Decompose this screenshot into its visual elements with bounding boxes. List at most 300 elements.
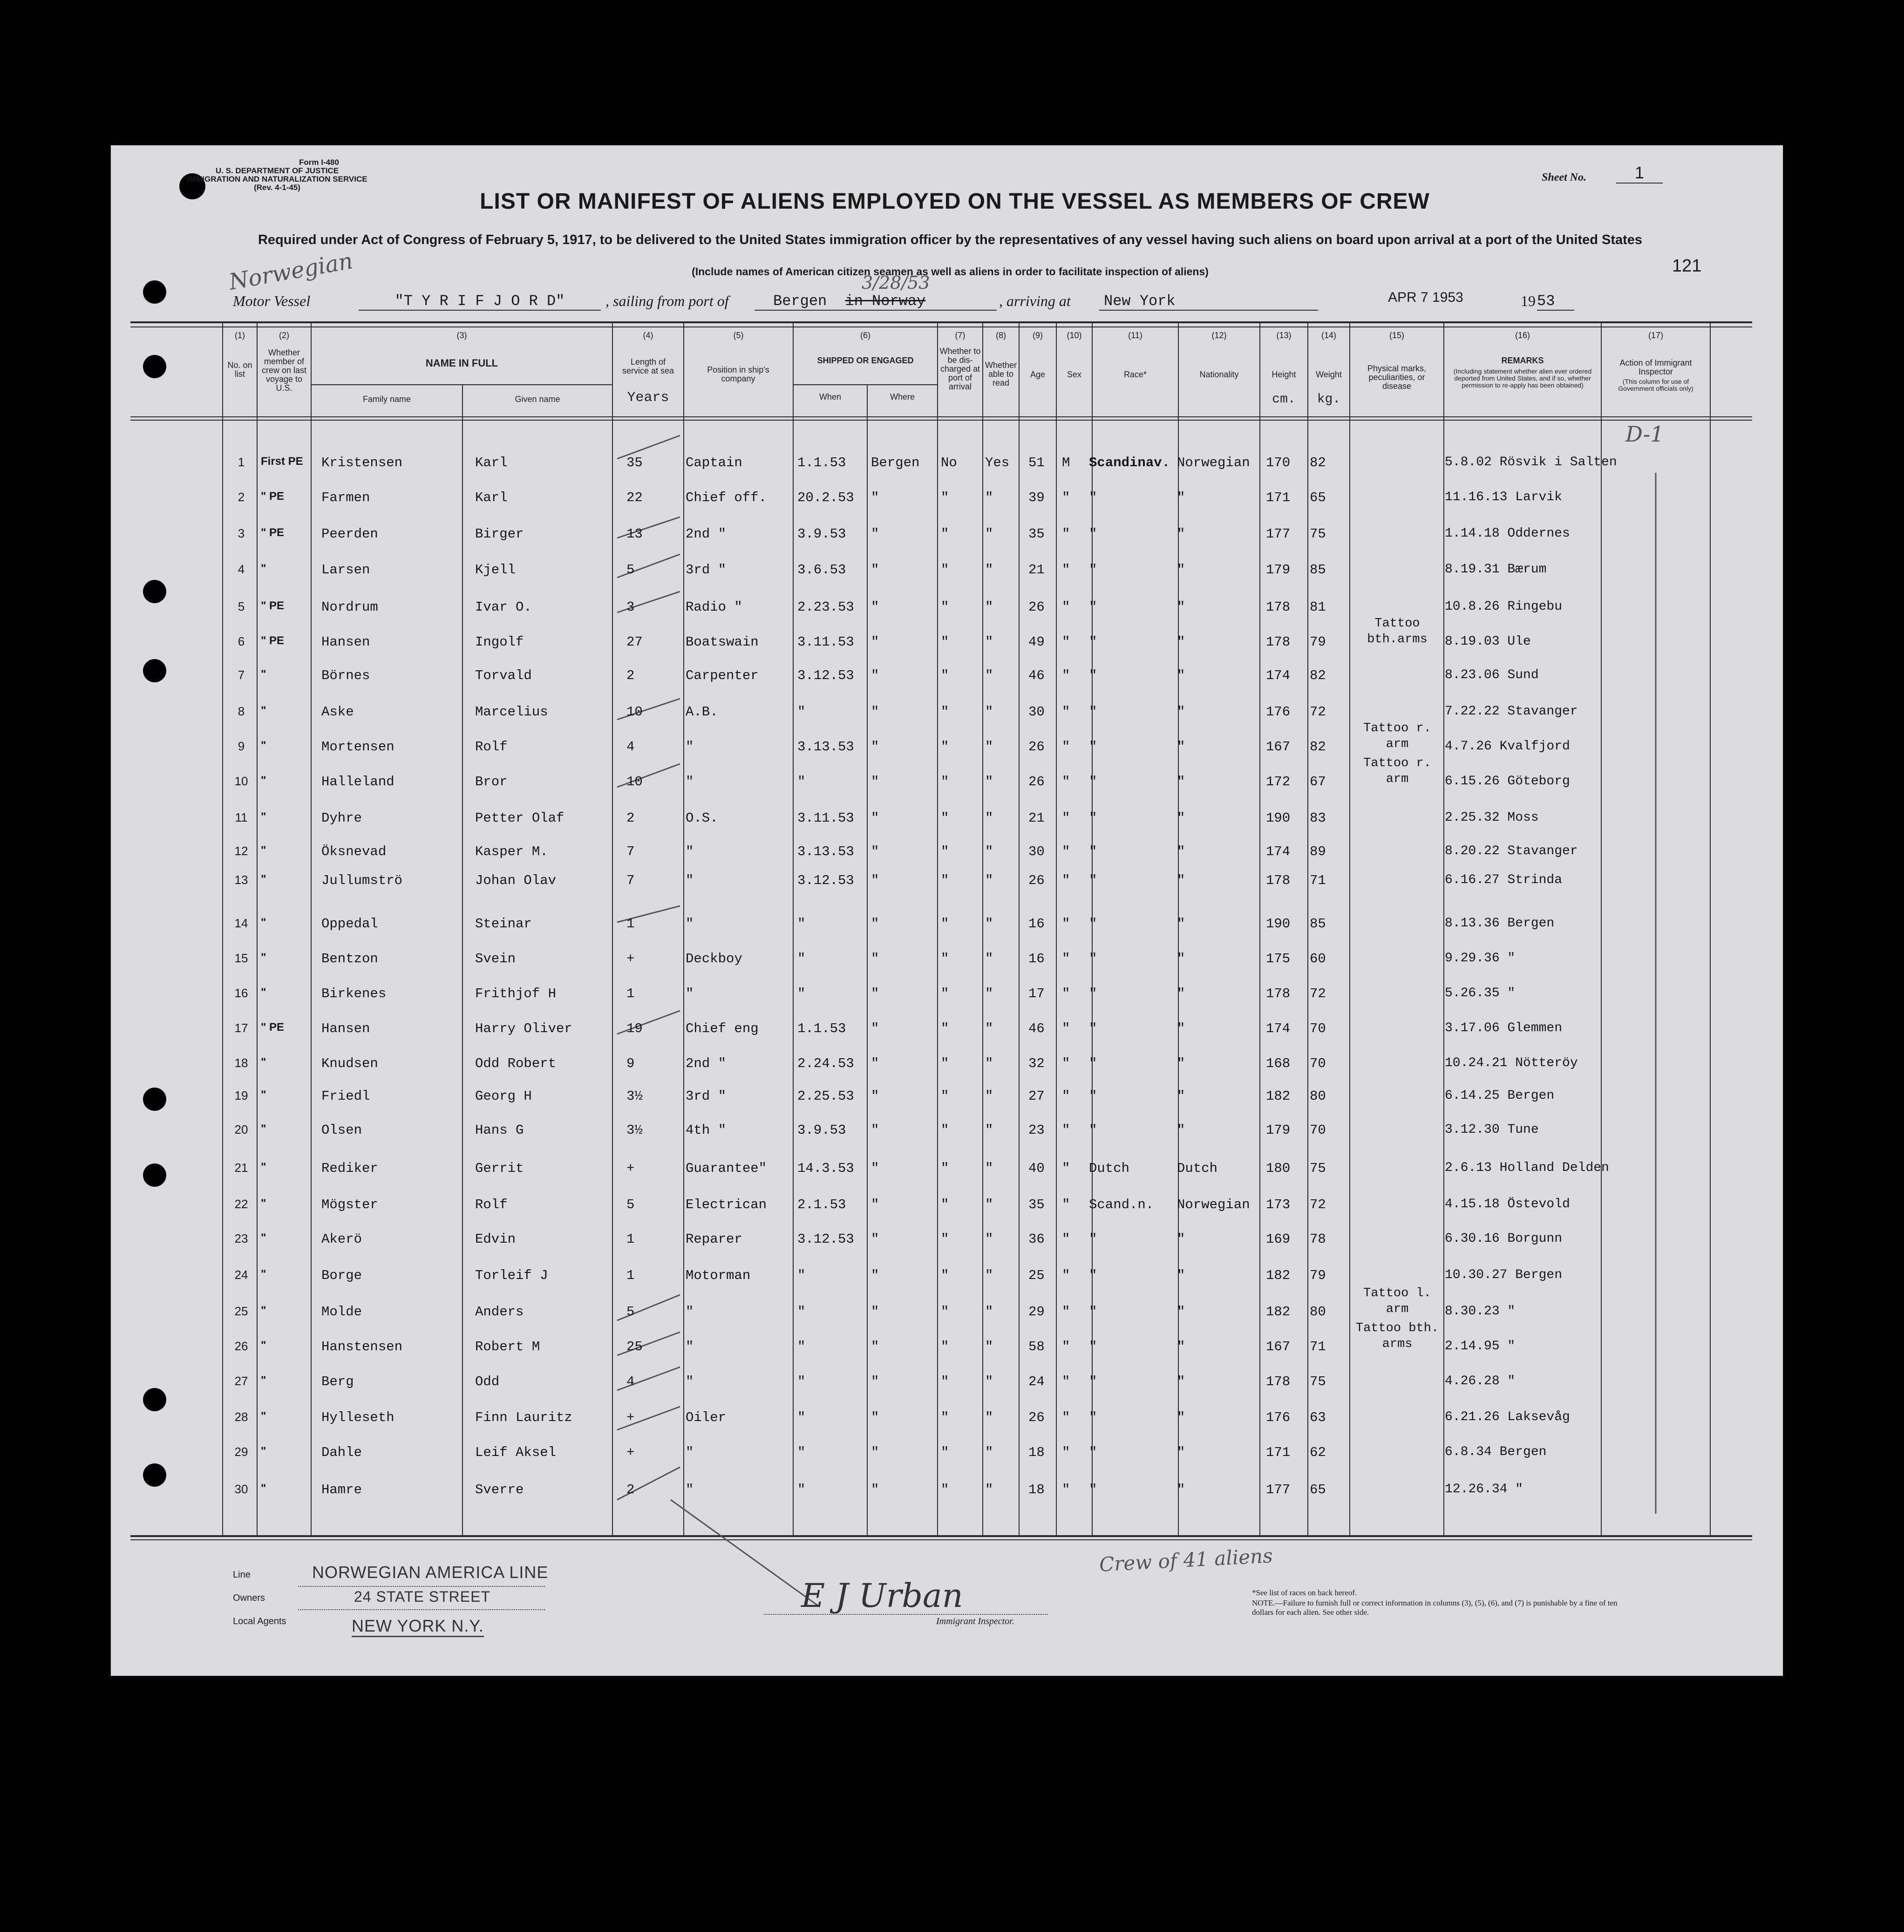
row-number: 26: [234, 1339, 248, 1353]
remarks-cell: 10.8.26 Ringebu: [1445, 599, 1563, 614]
row-number: 19: [234, 1088, 248, 1102]
column-number: (14): [1321, 331, 1336, 340]
remarks-cell: 4.26.28 ": [1445, 1374, 1516, 1388]
physical-marks-cell: Tattoo l. arm: [1363, 1286, 1431, 1316]
age-cell: 46: [1028, 1021, 1045, 1036]
sheet-label: Sheet No.: [1542, 171, 1586, 184]
height-cell: 167: [1266, 1339, 1291, 1354]
weight-cell: 65: [1310, 490, 1326, 505]
family-name-cell: Peerden: [321, 526, 378, 542]
nationality-cell: ": [1177, 1268, 1185, 1283]
discharge-cell: ": [941, 1339, 949, 1354]
given-name-cell: Rolf: [475, 1197, 508, 1212]
remarks-cell: 2.14.95 ": [1445, 1339, 1516, 1354]
height-cell: 168: [1266, 1056, 1291, 1071]
age-cell: 27: [1028, 1088, 1045, 1104]
shipped-when-cell: 3.12.53: [797, 873, 854, 888]
service-years-cell: +: [626, 1161, 635, 1176]
sex-cell: ": [1062, 1339, 1070, 1354]
shipped-where-cell: ": [871, 1161, 879, 1176]
discharge-cell: ": [941, 1021, 949, 1036]
shipped-where-cell: ": [871, 668, 879, 683]
first-voyage-cell: ": [261, 1231, 266, 1244]
header-height-unit: cm.: [1272, 392, 1296, 407]
weight-cell: 75: [1310, 526, 1326, 542]
page-subtitle: Required under Act of Congress of February 5, 1917, to be delivered to the United States immigration officer by the representatives of any vessel having such aliens on board upon arrival at a port of the United States: [258, 232, 1643, 247]
position-cell: Captain: [686, 455, 742, 470]
sex-cell: ": [1062, 1122, 1070, 1138]
race-cell: ": [1089, 1339, 1097, 1354]
height-cell: 167: [1266, 739, 1291, 755]
family-name-cell: Molde: [321, 1304, 362, 1320]
service-years-cell: 25: [626, 1339, 643, 1354]
header-able-to-read: Whether able to read: [985, 361, 1017, 388]
line-value: NORWEGIAN AMERICA LINE: [312, 1563, 549, 1582]
height-cell: 182: [1266, 1304, 1291, 1320]
weight-cell: 80: [1310, 1304, 1326, 1320]
weight-cell: 79: [1310, 634, 1326, 650]
given-name-cell: Kjell: [475, 562, 516, 578]
nationality-cell: ": [1177, 634, 1185, 650]
nationality-cell: Dutch: [1177, 1161, 1218, 1176]
first-voyage-cell: ": [261, 1122, 266, 1135]
weight-cell: 82: [1310, 455, 1326, 470]
position-cell: ": [686, 916, 694, 932]
given-name-cell: Odd: [475, 1374, 500, 1389]
first-voyage-cell: ": [261, 1374, 266, 1387]
footer-underlines: [298, 1586, 545, 1587]
shipped-when-cell: 2.25.53: [797, 1088, 854, 1104]
given-name-cell: Leif Aksel: [475, 1445, 557, 1460]
weight-cell: 89: [1310, 844, 1326, 859]
sex-cell: ": [1062, 1410, 1070, 1425]
age-cell: 30: [1028, 844, 1045, 859]
remarks-cell: 6.15.26 Göteborg: [1445, 774, 1570, 789]
row-number: 22: [234, 1197, 248, 1211]
shipped-where-cell: ": [871, 1056, 879, 1071]
family-name-cell: Farmen: [321, 490, 370, 505]
header-last-voyage: Whether member of crew on last voyage to U.S.: [261, 348, 307, 393]
sex-cell: ": [1062, 1197, 1070, 1212]
first-voyage-cell: ": [261, 844, 266, 857]
first-voyage-cell: ": [261, 1197, 266, 1210]
height-cell: 177: [1266, 1482, 1291, 1497]
age-cell: 46: [1028, 668, 1045, 683]
given-name-cell: Harry Oliver: [475, 1021, 572, 1036]
shipped-where-cell: ": [871, 599, 879, 615]
height-cell: 170: [1266, 455, 1291, 470]
weight-cell: 70: [1310, 1056, 1326, 1071]
position-cell: Reparer: [686, 1231, 742, 1247]
shipped-where-cell: ": [871, 873, 879, 888]
position-cell: 2nd ": [686, 1056, 727, 1071]
first-voyage-cell: ": [261, 916, 266, 929]
age-cell: 26: [1028, 739, 1045, 755]
sex-cell: ": [1062, 668, 1070, 683]
weight-cell: 72: [1310, 1197, 1326, 1212]
family-name-cell: Berg: [321, 1374, 354, 1389]
race-cell: ": [1089, 873, 1097, 888]
family-name-cell: Kristensen: [321, 455, 403, 470]
nationality-cell: Norwegian: [1177, 455, 1250, 470]
given-name-cell: Torleif J: [475, 1268, 548, 1283]
weight-cell: 81: [1310, 599, 1326, 615]
sex-cell: ": [1062, 634, 1070, 650]
row-number: 16: [234, 986, 248, 1000]
height-cell: 174: [1266, 1021, 1291, 1036]
penalty-note: NOTE.—Failure to furnish full or correct information in columns (3), (5), (6), and (7) is punishable by a fine of ten dollars for each alien. See other side.: [1252, 1599, 1618, 1617]
read-cell: ": [985, 704, 993, 720]
weight-cell: 71: [1310, 873, 1326, 888]
given-name-cell: Ivar O.: [475, 599, 532, 615]
race-cell: ": [1089, 1445, 1097, 1460]
page-number: 121: [1672, 256, 1702, 276]
inspector-label: Immigrant Inspector.: [936, 1616, 1014, 1626]
service-years-cell: 27: [626, 634, 643, 650]
position-cell: ": [686, 1374, 694, 1389]
discharge-cell: ": [941, 599, 949, 615]
nationality-cell: ": [1177, 562, 1185, 578]
given-name-cell: Odd Robert: [475, 1056, 557, 1071]
motor-vessel-label: Motor Vessel: [233, 293, 311, 309]
height-cell: 179: [1266, 562, 1291, 578]
nationality-cell: ": [1177, 1445, 1185, 1460]
sex-cell: ": [1062, 873, 1070, 888]
remarks-cell: 8.30.23 ": [1445, 1304, 1516, 1319]
remarks-cell: 6.8.34 Bergen: [1445, 1445, 1547, 1459]
shipped-when-cell: ": [797, 1374, 806, 1389]
agents-label: Local Agents: [233, 1616, 286, 1626]
shipped-when-cell: ": [797, 1268, 806, 1283]
shipped-when-cell: 3.12.53: [797, 1231, 854, 1247]
age-cell: 29: [1028, 1304, 1045, 1320]
sex-cell: ": [1062, 562, 1070, 578]
nationality-cell: ": [1177, 1056, 1185, 1071]
shipped-when-cell: ": [797, 1482, 806, 1497]
age-cell: 25: [1028, 1268, 1045, 1283]
height-cell: 173: [1266, 1197, 1291, 1212]
first-voyage-cell: ": [261, 1410, 266, 1422]
weight-cell: 71: [1310, 1339, 1326, 1354]
service-years-cell: 4: [626, 739, 635, 755]
form-dept: U. S. DEPARTMENT OF JUSTICE: [215, 166, 339, 175]
header-family-name: Family name: [362, 395, 411, 404]
discharge-cell: ": [941, 704, 949, 720]
read-cell: ": [985, 1231, 993, 1247]
age-cell: 16: [1028, 951, 1045, 966]
discharge-cell: ": [941, 916, 949, 932]
age-cell: 23: [1028, 1122, 1045, 1138]
row-number: 30: [234, 1482, 248, 1496]
service-years-cell: 2: [626, 810, 635, 826]
column-number: (9): [1033, 331, 1043, 340]
discharge-cell: ": [941, 1374, 949, 1389]
header-no-on-list: No. on list: [227, 361, 252, 379]
row-number: 15: [234, 951, 248, 965]
port-to: New York: [1099, 293, 1318, 311]
nationality-cell: ": [1177, 526, 1185, 542]
first-voyage-cell: ": [261, 986, 266, 999]
sex-cell: ": [1062, 844, 1070, 859]
race-cell: ": [1089, 634, 1097, 650]
shipped-where-cell: ": [871, 1021, 879, 1036]
position-cell: O.S.: [686, 810, 718, 826]
age-cell: 40: [1028, 1161, 1045, 1176]
physical-marks-cell: Tattoo bth. arms: [1355, 1321, 1439, 1351]
shipped-when-cell: ": [797, 1339, 806, 1354]
header-years: Years: [627, 390, 669, 406]
first-voyage-cell: ": [261, 1445, 266, 1457]
age-cell: 26: [1028, 599, 1045, 615]
weight-cell: 85: [1310, 916, 1326, 932]
given-name-cell: Ingolf: [475, 634, 524, 650]
shipped-where-cell: ": [871, 704, 879, 720]
position-cell: ": [686, 1304, 694, 1320]
shipped-where-cell: ": [871, 1268, 879, 1283]
header-race: Race*: [1123, 370, 1147, 379]
remarks-cell: 6.14.25 Bergen: [1445, 1088, 1555, 1103]
family-name-cell: Jullumströ: [321, 873, 403, 888]
family-name-cell: Nordrum: [321, 599, 378, 615]
height-cell: 176: [1266, 1410, 1291, 1425]
row-number: 13: [234, 873, 248, 887]
discharge-cell: ": [941, 1088, 949, 1104]
physical-marks-cell: Tattoo bth.arms: [1367, 617, 1428, 646]
service-years-cell: 1: [626, 1268, 635, 1283]
service-years-cell: 7: [626, 873, 635, 888]
read-cell: ": [985, 1197, 993, 1212]
header-inspector-note: (This column for use of Government officials only): [1618, 378, 1693, 392]
family-name-cell: Borge: [321, 1268, 362, 1283]
given-name-cell: Rolf: [475, 739, 508, 755]
first-voyage-cell: " PE: [261, 1021, 285, 1034]
service-years-cell: 1: [626, 916, 635, 932]
family-name-cell: Knudsen: [321, 1056, 378, 1071]
weight-cell: 80: [1310, 1088, 1326, 1104]
row-number: 28: [234, 1410, 248, 1424]
discharge-cell: ": [941, 526, 949, 542]
form-number: Form I-480: [299, 158, 339, 167]
age-cell: 26: [1028, 774, 1045, 789]
row-number: 2: [238, 490, 245, 504]
height-cell: 178: [1266, 1374, 1291, 1389]
service-years-cell: +: [626, 951, 635, 966]
read-cell: ": [985, 1445, 993, 1460]
shipped-when-cell: 2.1.53: [797, 1197, 846, 1212]
nationality-cell: ": [1177, 704, 1185, 720]
service-years-cell: 1: [626, 1231, 635, 1247]
arriving-label: , arriving at: [999, 293, 1071, 309]
shipped-where-cell: ": [871, 986, 879, 1001]
read-cell: ": [985, 810, 993, 826]
shipped-when-cell: ": [797, 1304, 806, 1320]
discharge-cell: ": [941, 1445, 949, 1460]
age-cell: 51: [1028, 455, 1045, 470]
weight-cell: 82: [1310, 668, 1326, 683]
height-cell: 175: [1266, 951, 1291, 966]
race-cell: Dutch: [1089, 1161, 1130, 1176]
position-cell: Chief off.: [686, 490, 767, 505]
given-name-cell: Johan Olav: [475, 873, 557, 888]
read-cell: ": [985, 1021, 993, 1036]
discharge-cell: ": [941, 1304, 949, 1320]
shipped-where-cell: ": [871, 739, 879, 755]
first-voyage-cell: " PE: [261, 634, 285, 647]
row-number: 23: [234, 1231, 248, 1245]
family-name-cell: Rediker: [321, 1161, 378, 1176]
weight-cell: 85: [1310, 562, 1326, 578]
shipped-where-cell: ": [871, 526, 879, 542]
remarks-cell: 2.6.13 Holland Delden: [1445, 1161, 1609, 1175]
age-cell: 32: [1028, 1056, 1045, 1071]
read-cell: ": [985, 599, 993, 615]
service-years-cell: 10: [626, 704, 643, 720]
race-cell: ": [1089, 951, 1097, 966]
nationality-cell: ": [1177, 1410, 1185, 1425]
shipped-when-cell: ": [797, 1410, 806, 1425]
shipped-where-cell: ": [871, 1374, 879, 1389]
sex-cell: ": [1062, 739, 1070, 755]
height-cell: 182: [1266, 1088, 1291, 1104]
read-cell: ": [985, 490, 993, 505]
family-name-cell: Birkenes: [321, 986, 387, 1001]
race-cell: Scandinav.: [1089, 455, 1170, 470]
shipped-when-cell: ": [797, 774, 806, 789]
position-cell: ": [686, 844, 694, 859]
sex-cell: M: [1062, 455, 1070, 470]
sex-cell: ": [1062, 1231, 1070, 1247]
first-voyage-cell: ": [261, 739, 266, 752]
service-years-cell: 2: [626, 668, 635, 683]
read-cell: ": [985, 526, 993, 542]
shipped-when-cell: ": [797, 1445, 806, 1460]
shipped-when-cell: ": [797, 704, 806, 720]
height-cell: 178: [1266, 634, 1291, 650]
shipped-where-cell: ": [871, 844, 879, 859]
shipped-where-cell: ": [871, 1482, 879, 1497]
column-number: (10): [1067, 331, 1082, 340]
column-number: (5): [733, 331, 744, 340]
given-name-cell: Svein: [475, 951, 516, 966]
family-name-cell: Hansen: [321, 634, 370, 650]
age-cell: 24: [1028, 1374, 1045, 1389]
remarks-cell: 11.16.13 Larvik: [1445, 490, 1563, 504]
remarks-cell: 2.25.32 Moss: [1445, 810, 1539, 825]
first-voyage-cell: ": [261, 1088, 266, 1101]
age-cell: 18: [1028, 1482, 1045, 1497]
port-from-struck: in Norway: [845, 293, 926, 310]
race-cell: ": [1089, 599, 1097, 615]
header-remarks: REMARKS: [1501, 356, 1544, 365]
remarks-cell: 8.19.03 Ule: [1445, 634, 1531, 649]
family-name-cell: Hamre: [321, 1482, 362, 1497]
shipped-where-cell: ": [871, 1088, 879, 1104]
height-cell: 179: [1266, 1122, 1291, 1138]
agents-value: NEW YORK N.Y.: [352, 1616, 484, 1637]
read-cell: Yes: [985, 455, 1010, 470]
row-number: 14: [234, 916, 248, 930]
shipped-where-cell: Bergen: [871, 455, 920, 470]
service-years-cell: 2: [626, 1482, 635, 1497]
shipped-when-cell: 1.1.53: [797, 1021, 846, 1036]
remarks-cell: 3.12.30 Tune: [1445, 1122, 1539, 1137]
shipped-where-cell: ": [871, 1445, 879, 1460]
discharge-cell: ": [941, 739, 949, 755]
read-cell: ": [985, 562, 993, 578]
row-number: 7: [238, 668, 245, 682]
family-name-cell: Oppedal: [321, 916, 378, 932]
read-cell: ": [985, 739, 993, 755]
discharge-cell: ": [941, 1268, 949, 1283]
family-name-cell: Börnes: [321, 668, 370, 683]
discharge-cell: ": [941, 1231, 949, 1247]
sex-cell: ": [1062, 951, 1070, 966]
race-cell: ": [1089, 704, 1097, 720]
d1-annotation: D-1: [1625, 422, 1664, 447]
remarks-cell: 1.14.18 Oddernes: [1445, 526, 1570, 541]
shipped-when-cell: 1.1.53: [797, 455, 846, 470]
position-cell: A.B.: [686, 704, 718, 720]
read-cell: ": [985, 1088, 993, 1104]
remarks-cell: 8.19.31 Bærum: [1445, 562, 1547, 577]
nationality-cell: ": [1177, 844, 1185, 859]
nationality-cell: ": [1177, 1122, 1185, 1138]
height-cell: 172: [1266, 774, 1291, 789]
service-years-cell: 22: [626, 490, 643, 505]
discharge-cell: ": [941, 1056, 949, 1071]
height-cell: 169: [1266, 1231, 1291, 1247]
weight-cell: 72: [1310, 704, 1326, 720]
height-cell: 171: [1266, 490, 1291, 505]
discharge-cell: ": [941, 774, 949, 789]
age-cell: 35: [1028, 1197, 1045, 1212]
header-name-in-full: NAME IN FULL: [425, 357, 498, 369]
column-number: (1): [235, 331, 245, 340]
race-cell: ": [1089, 916, 1097, 932]
row-number: 18: [234, 1056, 248, 1070]
footer-underlines: [298, 1609, 545, 1610]
row-number: 21: [234, 1161, 248, 1175]
shipped-where-cell: ": [871, 1339, 879, 1354]
position-cell: 4th ": [686, 1122, 727, 1138]
family-name-cell: Olsen: [321, 1122, 362, 1138]
shipped-where-cell: ": [871, 1304, 879, 1320]
position-cell: ": [686, 1339, 694, 1354]
weight-cell: 62: [1310, 1445, 1326, 1460]
given-name-cell: Finn Lauritz: [475, 1410, 572, 1425]
race-cell: ": [1089, 562, 1097, 578]
sex-cell: ": [1062, 1161, 1070, 1176]
shipped-where-cell: ": [871, 1231, 879, 1247]
sex-cell: ": [1062, 774, 1070, 789]
row-number: 5: [238, 599, 245, 613]
given-name-cell: Karl: [475, 455, 508, 470]
physical-marks-cell: Tattoo r. arm: [1363, 756, 1431, 786]
shipped-when-cell: 3.13.53: [797, 844, 854, 859]
discharge-cell: ": [941, 951, 949, 966]
header-position: Position in ship's company: [707, 365, 769, 383]
age-cell: 26: [1028, 873, 1045, 888]
given-name-cell: Hans G: [475, 1122, 524, 1138]
position-cell: ": [686, 986, 694, 1001]
nationality-cell: ": [1177, 1374, 1185, 1389]
header-discharged: Whether to be dis-charged at port of arrival: [939, 347, 981, 391]
owners-value: 24 STATE STREET: [354, 1588, 490, 1605]
race-cell: ": [1089, 986, 1097, 1001]
weight-cell: 70: [1310, 1021, 1326, 1036]
sex-cell: ": [1062, 1056, 1070, 1071]
discharge-cell: No: [941, 455, 957, 470]
